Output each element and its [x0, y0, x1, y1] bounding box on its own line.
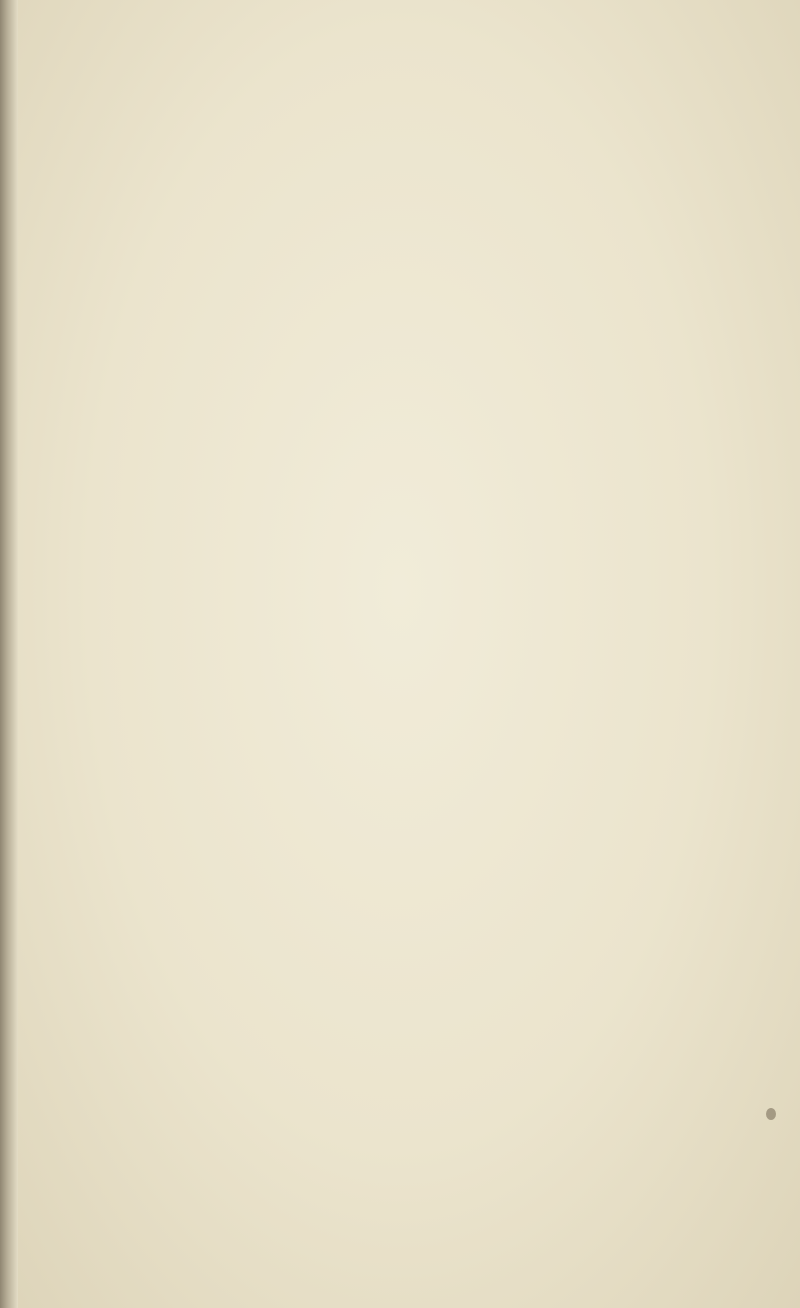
fleuron-row: [60, 126, 710, 174]
text-line: [74, 799, 724, 841]
text-line: [74, 674, 724, 716]
text-line: [74, 508, 724, 550]
text-line: [74, 757, 724, 799]
text-line: [74, 716, 724, 758]
text-line: [74, 549, 724, 591]
text-line: [74, 1132, 724, 1174]
fleuron-ornament-band: [60, 126, 710, 198]
text-line: [74, 882, 724, 924]
text-line: [74, 1007, 724, 1049]
paper-speck: [766, 1108, 776, 1120]
text-line: [74, 924, 724, 966]
text-line: [74, 1090, 724, 1132]
scroll-border-row: [60, 174, 710, 196]
text-line: [74, 591, 724, 633]
body-paragraph: [74, 466, 724, 1173]
text-line: [74, 965, 724, 1007]
text-line: [74, 632, 724, 674]
text-line: [74, 840, 724, 882]
text-line: [74, 466, 724, 508]
binding-gutter: [0, 0, 18, 1308]
text-line: [74, 1048, 724, 1090]
